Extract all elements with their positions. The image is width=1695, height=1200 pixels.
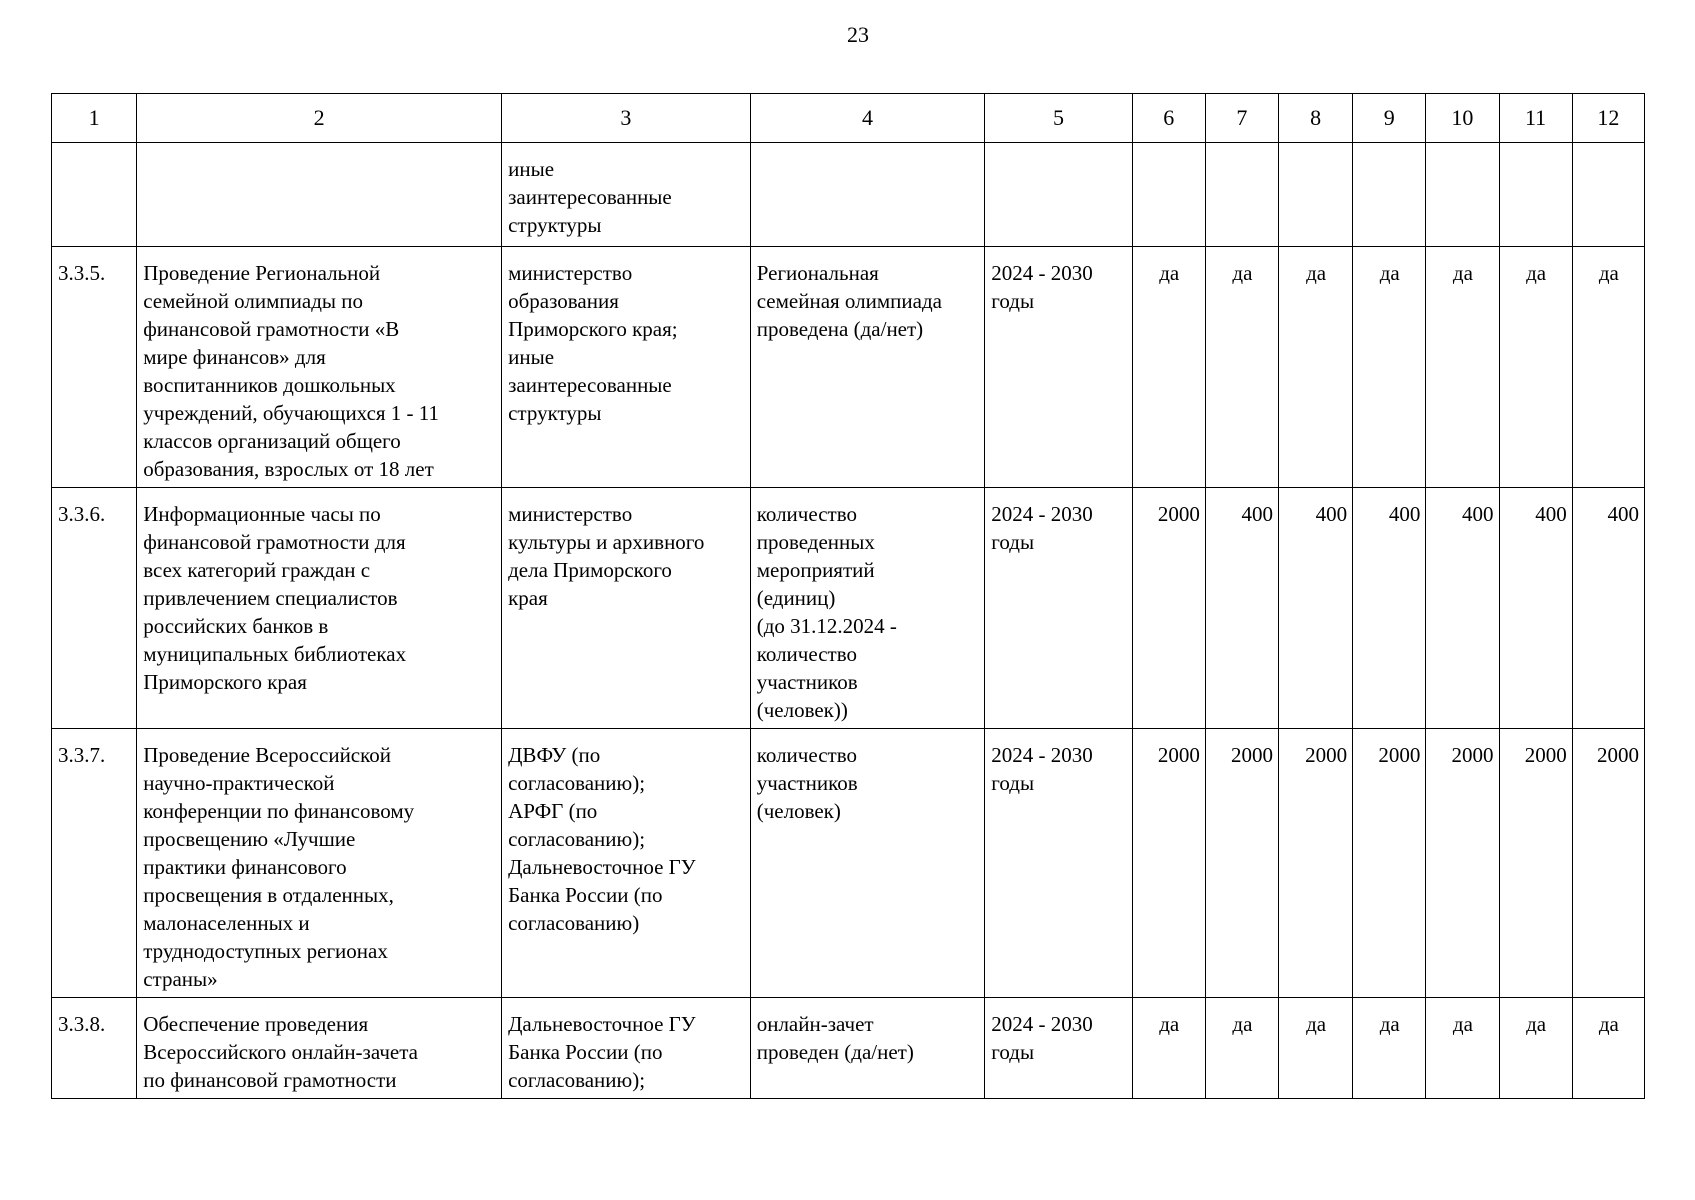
column-header: 5 [985, 94, 1132, 143]
activity-name-line: Всероссийского онлайн-зачета [143, 1040, 418, 1064]
value-cell [1353, 143, 1426, 247]
activity-name-line: всех категорий граждан с [143, 558, 371, 582]
value-cell: да [1499, 998, 1572, 1099]
column-header: 7 [1205, 94, 1278, 143]
indicator-line: проведен (да/нет) [756, 1040, 914, 1064]
table-body [52, 143, 1645, 1099]
indicator-cell [750, 488, 985, 729]
period-line: 2024 - 2030 [991, 743, 1093, 767]
value-cell: 400 [1279, 488, 1353, 729]
indicator-line: семейная олимпиада [756, 289, 942, 313]
period-cell [985, 143, 1132, 247]
executor-cell [502, 998, 751, 1099]
activity-name-line: Обеспечение проведения [143, 1012, 369, 1036]
column-header: 1 [52, 94, 137, 143]
activity-name-line: привлечением специалистов [143, 586, 398, 610]
period-cell [985, 247, 1132, 488]
executor-cell [502, 247, 751, 488]
indicator-line: мероприятий [756, 558, 875, 582]
value-cell: да [1572, 998, 1644, 1099]
activity-name-line: финансовой грамотности «В [143, 317, 400, 341]
value-cell: 2000 [1205, 729, 1278, 998]
column-header: 2 [137, 94, 502, 143]
executor-line: культуры и архивного [508, 530, 705, 554]
indicator-line: проведенных [756, 530, 875, 554]
activity-name-cell [137, 488, 502, 729]
value-cell: да [1499, 247, 1572, 488]
column-header: 9 [1353, 94, 1426, 143]
activity-name-line: муниципальных библиотеках [143, 642, 407, 666]
indicator-line: Региональная [756, 261, 879, 285]
table-row [52, 247, 1645, 488]
row-number: 3.3.7. [52, 729, 137, 998]
executor-line: Дальневосточное ГУ [508, 855, 696, 879]
value-cell: да [1279, 998, 1353, 1099]
indicator-cell [750, 143, 985, 247]
value-cell [1132, 143, 1205, 247]
executor-line: министерство [508, 261, 633, 285]
activity-name-line: практики финансового [143, 855, 347, 879]
activity-name-cell [137, 998, 502, 1099]
value-cell [1205, 143, 1278, 247]
value-cell: да [1353, 247, 1426, 488]
period-line: годы [991, 771, 1035, 795]
period-line: 2024 - 2030 [991, 502, 1093, 526]
executor-line: ДВФУ (по [508, 743, 601, 767]
row-number [52, 143, 137, 247]
activity-name-line: труднодоступных регионах [143, 939, 388, 963]
activity-name-line: учреждений, обучающихся 1 - 11 [143, 401, 440, 425]
value-cell: да [1205, 998, 1278, 1099]
value-cell: 400 [1499, 488, 1572, 729]
executor-line: иные [508, 345, 555, 369]
column-header: 6 [1132, 94, 1205, 143]
indicator-cell [750, 247, 985, 488]
executor-line: Дальневосточное ГУ [508, 1012, 696, 1036]
value-cell: да [1205, 247, 1278, 488]
executor-line: АРФГ (по [508, 799, 598, 823]
executor-line: образования [508, 289, 619, 313]
executor-line: структуры [508, 401, 602, 425]
indicator-line: участников [756, 771, 858, 795]
value-cell [1279, 143, 1353, 247]
indicator-cell [750, 998, 985, 1099]
activity-name-line: Приморского края [143, 670, 307, 694]
row-number: 3.3.6. [52, 488, 137, 729]
column-header: 11 [1499, 94, 1572, 143]
activity-name-line: Проведение Всероссийской [143, 743, 391, 767]
value-cell [1499, 143, 1572, 247]
indicator-line: количество [756, 743, 857, 767]
header-row [52, 94, 1645, 143]
activity-name-line: классов организаций общего [143, 429, 401, 453]
indicator-line: количество [756, 642, 857, 666]
executor-line: министерство [508, 502, 633, 526]
activity-name-line: финансовой грамотности для [143, 530, 406, 554]
activity-name-line: Информационные часы по [143, 502, 381, 526]
activity-name-line: просвещения в отдаленных, [143, 883, 394, 907]
value-cell: 400 [1205, 488, 1278, 729]
activity-name-line: малонаселенных и [143, 911, 310, 935]
table-row [52, 143, 1645, 247]
activity-name-line: воспитанников дошкольных [143, 373, 396, 397]
value-cell: да [1132, 247, 1205, 488]
activity-name-line: российских банков в [143, 614, 329, 638]
executor-line: согласованию); [508, 1068, 646, 1092]
value-cell: 2000 [1353, 729, 1426, 998]
value-cell: 400 [1572, 488, 1644, 729]
column-header: 12 [1572, 94, 1644, 143]
value-cell: да [1279, 247, 1353, 488]
activity-name-line: научно-практической [143, 771, 335, 795]
value-cell: да [1132, 998, 1205, 1099]
executor-line: дела Приморского [508, 558, 672, 582]
value-cell: да [1426, 998, 1499, 1099]
executor-line: согласованию); [508, 771, 646, 795]
value-cell: 2000 [1279, 729, 1353, 998]
executor-line: Банка России (по [508, 883, 663, 907]
row-number: 3.3.5. [52, 247, 137, 488]
table-row [52, 998, 1645, 1099]
period-line: 2024 - 2030 [991, 261, 1093, 285]
executor-cell [502, 488, 751, 729]
indicator-line: (человек) [756, 799, 841, 823]
activity-name-cell [137, 143, 502, 247]
column-header: 3 [502, 94, 751, 143]
table-row [52, 729, 1645, 998]
indicator-line: (до 31.12.2024 - [756, 614, 897, 638]
value-cell: да [1572, 247, 1644, 488]
activity-name-line: конференции по финансовому [143, 799, 415, 823]
row-number: 3.3.8. [52, 998, 137, 1099]
column-header: 4 [750, 94, 985, 143]
executor-line: согласованию); [508, 827, 646, 851]
value-cell: да [1426, 247, 1499, 488]
executor-line: заинтересованные [508, 185, 672, 209]
executor-line: Приморского края; [508, 317, 678, 341]
period-cell [985, 729, 1132, 998]
page-number: 23 [847, 22, 869, 47]
value-cell: да [1353, 998, 1426, 1099]
period-line: годы [991, 1040, 1035, 1064]
period-line: годы [991, 530, 1035, 554]
indicator-line: количество [756, 502, 857, 526]
table-row [52, 488, 1645, 729]
indicator-line: (человек)) [756, 698, 848, 722]
period-cell [985, 488, 1132, 729]
value-cell: 2000 [1572, 729, 1644, 998]
activity-name-line: образования, взрослых от 18 лет [143, 457, 434, 481]
activity-name-cell [137, 729, 502, 998]
period-cell [985, 998, 1132, 1099]
activity-name-line: Проведение Региональной [143, 261, 381, 285]
executor-line: заинтересованные [508, 373, 672, 397]
indicator-line: участников [756, 670, 858, 694]
value-cell: 400 [1426, 488, 1499, 729]
period-line: 2024 - 2030 [991, 1012, 1093, 1036]
executor-cell [502, 729, 751, 998]
value-cell: 2000 [1426, 729, 1499, 998]
activity-name-line: мире финансов» для [143, 345, 326, 369]
value-cell [1426, 143, 1499, 247]
value-cell: 2000 [1499, 729, 1572, 998]
activity-name-cell [137, 247, 502, 488]
value-cell: 2000 [1132, 729, 1205, 998]
executor-line: Банка России (по [508, 1040, 663, 1064]
executor-line: согласованию) [508, 911, 640, 935]
indicator-cell [750, 729, 985, 998]
activity-name-line: по финансовой грамотности [143, 1068, 397, 1092]
executor-line: иные [508, 157, 555, 181]
value-cell [1572, 143, 1644, 247]
value-cell: 400 [1353, 488, 1426, 729]
activity-name-line: страны» [143, 967, 218, 991]
indicator-line: онлайн-зачет [756, 1012, 874, 1036]
activity-name-line: просвещению «Лучшие [143, 827, 356, 851]
column-header: 8 [1279, 94, 1353, 143]
executor-cell [502, 143, 751, 247]
value-cell: 2000 [1132, 488, 1205, 729]
executor-line: края [508, 586, 548, 610]
indicator-line: проведена (да/нет) [756, 317, 924, 341]
period-line: годы [991, 289, 1035, 313]
column-header: 10 [1426, 94, 1499, 143]
activity-name-line: семейной олимпиады по [143, 289, 363, 313]
executor-line: структуры [508, 213, 602, 237]
indicator-line: (единиц) [756, 586, 836, 610]
activity-table [51, 93, 1645, 1099]
